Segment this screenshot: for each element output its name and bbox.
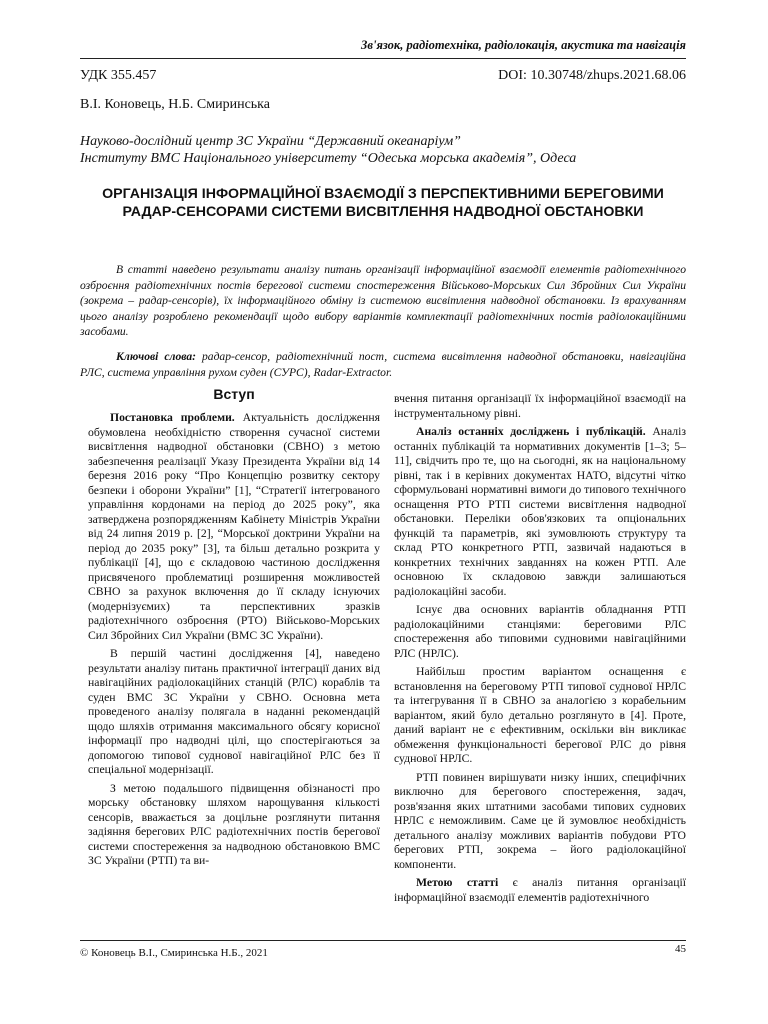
paragraph-text: Актуальність дослідження обумовлена необхідністю створення сучасної системи висвітлення надводної обстановки (СВНО) з метою забезпечення реалізації Указу Президента України від 14 березня 2016 року “Про Концепцію розвитку сектору безпеки і оборони України” [1], “Стратегії інтегрованого управління кордонами на період до 2025 року”, яка затверджена розпорядженням Кабінету Міністрів України від 24 липня 2019 р. [2], “Морської доктрини України на період до 2035 року” [3], та більш детально розкрита у публікації [4], що є складовою частиною дослідження присвяченого проблематиці розширення можливостей СВНО за рахунок включення до її складу існуючих (модернізуємих) та перспективних зразків радіотехнічного озброєння (РТО) Військово-Морських Сил Збройних Сил України (ВМС ЗС України).	[88, 411, 380, 642]
copyright: © Коновець В.І., Смиринська Н.Б., 2021	[80, 947, 268, 959]
paragraph: Найбільш простим варіантом оснащення є встановлення на береговому РТП типової суднової НРЛС та інтегрування її в СВНО за аналогією з корабельним варіантом, який було детально розглянуто в [4]. Проте, даний варіант не є ефективним, оскільки він викликає обмеження функціональності берегової РЛС до рівня суднової НРЛС.	[394, 665, 686, 765]
paragraph	[394, 876, 686, 905]
affiliation-line-1: Науково-дослідний центр ЗС України “Державний океанаріум”	[80, 134, 461, 149]
affiliation-line-2: Інституту ВМС Національного університету “Одеська морська академія”, Одеса	[80, 151, 577, 166]
paper-title: ОРГАНІЗАЦІЯ ІНФОРМАЦІЙНОЇ ВЗАЄМОДІЇ З ПЕРСПЕКТИВНИМИ БЕРЕГОВИМИ РАДАР-СЕНСОРАМИ СИСТЕМИ ВИСВІТЛЕННЯ НАДВОДНОЇ ОБСТАНОВКИ	[102, 186, 664, 220]
right-column	[394, 392, 686, 909]
paragraph-lead: Аналіз останніх досліджень і публікацій.	[416, 425, 646, 438]
paragraph	[394, 425, 686, 599]
paragraph-text: є аналіз питання організації інформаційної взаємодії елементів радіотехнічного	[394, 876, 686, 904]
authors: В.І. Коновець, Н.Б. Смиринська	[80, 97, 270, 112]
paragraph-lead: Метою статті	[416, 876, 499, 889]
keywords-text: радар-сенсор, радіотехнічний пост, система висвітлення надводної обстановки, навігаційна РЛС, система управління рухом суден (СУРС), Radar-Extractor.	[80, 350, 686, 379]
udc-code: УДК 355.457	[80, 68, 157, 83]
paragraph: З метою подальшого підвищення обізнаності про морську обстановку шляхом нарощування кількості сенсорів, вважається за доцільне розглянути питання задіяння берегових РЛС радіотехнічних постів берегової системи спостереження за надводною обстановкою ВМС ЗС України (РТП) та ви-	[88, 781, 380, 867]
paragraph: Існує два основних варіантів обладнання РТП радіолокаційними станціями: береговими РЛС спостереження або типовими судновими навігаційними РЛС (НРЛС).	[394, 603, 686, 660]
paragraph-text: Аналіз останніх публікацій та нормативних документів [1–3; 5–11], свідчить про те, що на сьогодні, як на національному рівні, так і в керівних документах НАТО, відсутні чітко сформульовані нормативні вимоги до типового технічного оснащення РТО РТП системи висвітлення надводної обстановки. Переліки обов'язкових та опціональних функцій та параметрів, які зумовлюють структуру та склад РТО конкретного РТП, зазвичай надаються в конкретних технічних завданнях на кожен РТП. Але основною їх складовою завжди залишаються радіолокаційні засоби.	[394, 425, 686, 598]
abstract: В статті наведено результати аналізу питань організації інформаційної взаємодії елементів радіотехнічного озброєння радіотехнічних постів берегової системи спостереження Військово-Морських Сил Збройних Сил України (зокрема – радар-сенсорів), їх інформаційного обміну із системою висвітлення надводної обстановки. Із врахуванням цього аналізу розроблено рекомендації щодо вибору варіантів комплектації радіотехнічних постів радіолокаційними засобами.	[80, 263, 686, 339]
section-title: Вступ	[213, 386, 255, 402]
page-footer	[80, 940, 686, 959]
paragraph: В першій частині дослідження [4], наведено результати аналізу питань практичної інтеграції даних від навігаційних радіолокаційних станцій (РЛС) кораблів та суден ВМС ЗС України у СВНО. Основна мета проведеного аналізу полягала в наданні рекомендацій щодо шляхів отримання максимального обсягу корисної інформації про надводні цілі, що спостерігаються за допомогою типової суднової навігаційної РЛС без її спеціальної модернізації.	[88, 647, 380, 776]
running-head: Зв'язок, радіотехніка, радіолокація, акустика та навігація	[80, 38, 686, 59]
paragraph	[88, 411, 380, 643]
keywords-label: Ключові слова:	[116, 350, 197, 363]
paragraph: вчення питання організації їх інформаційної взаємодії на інструментальному рівні.	[394, 392, 686, 420]
keywords	[80, 349, 686, 380]
page-number: 45	[675, 943, 686, 955]
meta-row	[80, 68, 686, 84]
left-column	[88, 385, 380, 873]
paragraph: РТП повинен вирішувати низку інших, специфічних виключно для берегового спостереження, задач, розв'язання яких штатними засобами типових суднових НРЛС є неможливим. Саме це й зумовлює необхідність детального аналізу можливих варіантів побудови РТО берегових РТП, зокрема – його радіолокаційної компоненти.	[394, 770, 686, 871]
paragraph-lead: Постановка проблеми.	[110, 411, 235, 424]
affiliation	[80, 133, 700, 167]
doi: DOI: 10.30748/zhups.2021.68.06	[498, 68, 686, 83]
